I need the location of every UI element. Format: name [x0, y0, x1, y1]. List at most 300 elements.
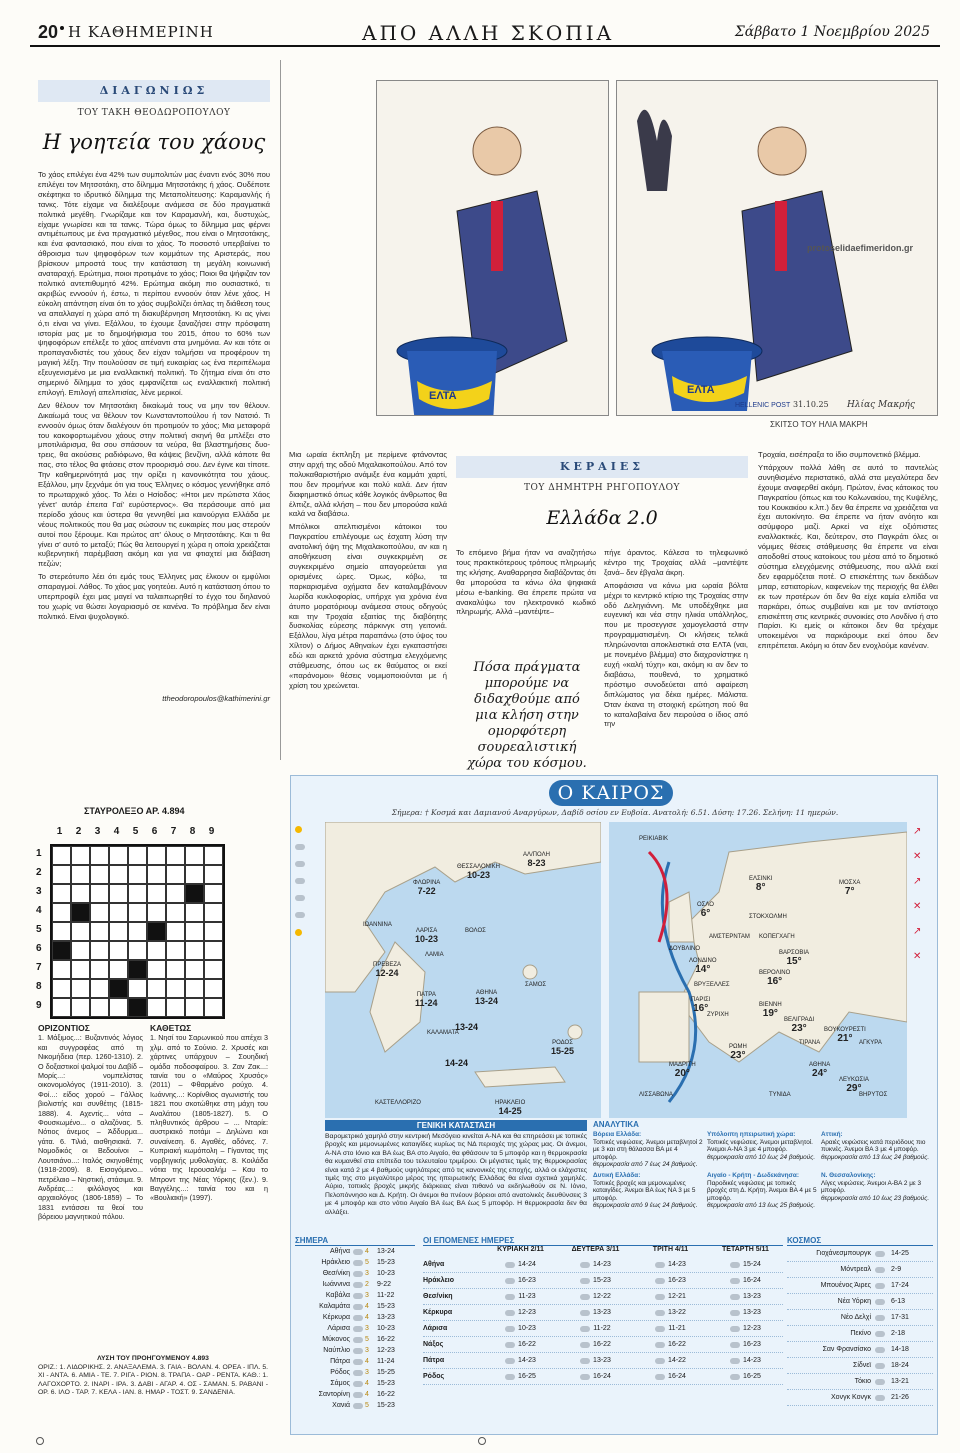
col-number: 4: [113, 826, 120, 837]
crossword-cell[interactable]: [204, 979, 223, 998]
row-number: 7: [36, 962, 42, 973]
map-city-label: [375, 1100, 421, 1106]
crossword-cell[interactable]: [90, 998, 109, 1017]
crossword-cell[interactable]: [128, 903, 147, 922]
crossword-cell[interactable]: [185, 979, 204, 998]
city-name: ΠΑΡΙΣΙ: [691, 997, 711, 1003]
cloud-icon: [580, 1342, 590, 1348]
region-name: Αττική:: [821, 1131, 843, 1138]
crossword-cell[interactable]: [109, 922, 128, 941]
forecast-cell: [558, 1261, 633, 1268]
map-city-label: [749, 914, 787, 920]
temp-range: 16-22: [377, 1391, 395, 1398]
crossword-cell[interactable]: [166, 998, 185, 1017]
city-name: ΚΑΣΤΕΛΛΟΡΙΖΟ: [375, 1100, 421, 1106]
table-row: [787, 1358, 933, 1374]
table-row: [295, 1290, 415, 1301]
forecast-cell: [708, 1261, 783, 1268]
crossword-cell[interactable]: [185, 941, 204, 960]
forecast-cell: [633, 1357, 708, 1364]
city-name: ΚΑΛΑΜΑΤΑ: [427, 1030, 459, 1036]
map-city-label: [709, 934, 750, 940]
crossword-cell[interactable]: [166, 846, 185, 865]
crossword-cell[interactable]: [204, 846, 223, 865]
crossword-cell[interactable]: [204, 884, 223, 903]
cartoon-drawing: [377, 81, 609, 416]
map-city-label: [749, 876, 772, 893]
cloud-icon: [875, 1363, 885, 1369]
section-title: ΑΠΟ ΑΛΛΗ ΣΚΟΠΙΑ: [362, 21, 615, 45]
wind-force: 3: [365, 1369, 369, 1376]
table-row: [295, 1268, 415, 1279]
region-temp: θερμοκρασία από 7 έως 24 βαθμούς.: [593, 1161, 698, 1169]
col-number: 1: [56, 826, 63, 837]
cloud-icon: [580, 1310, 590, 1316]
next-title: ΟΙ ΕΠΟΜΕΝΕΣ ΗΜΕΡΕΣ: [423, 1236, 783, 1246]
city-name: ΤΥΝΙΔΑ: [769, 1092, 791, 1098]
cloud-icon: [353, 1381, 363, 1387]
crossword-cell[interactable]: [128, 846, 147, 865]
region-block: [593, 1131, 703, 1169]
city-name: Χανιά: [332, 1402, 350, 1409]
cloud-icon: [730, 1342, 740, 1348]
row-number: 9: [36, 1000, 42, 1011]
crossword-cell[interactable]: [128, 979, 147, 998]
cloud-icon: [353, 1403, 363, 1409]
crossword-cell[interactable]: [185, 960, 204, 979]
crossword-cell[interactable]: [109, 884, 128, 903]
newspaper-name: Η ΚΑΘΗΜΕΡΙΝΗ: [68, 23, 214, 41]
city-temp: 14°: [695, 964, 711, 975]
crossword-cell[interactable]: [52, 865, 71, 884]
temp-range: 16-25: [518, 1373, 536, 1380]
table-row: [787, 1374, 933, 1390]
crossword-cell[interactable]: [166, 941, 185, 960]
crossword-title: ΣΤΑΥΡΟΛΕΞΟ ΑΡ. 4.894: [84, 806, 185, 816]
crossword-cell[interactable]: [185, 903, 204, 922]
map-city-label: [475, 990, 498, 1006]
city-temp: 15-25: [551, 1046, 575, 1056]
temp-range: 6-13: [891, 1298, 906, 1305]
crossword-cell[interactable]: [204, 998, 223, 1017]
crossword-cell[interactable]: [147, 903, 166, 922]
cloud-icon: [505, 1342, 515, 1348]
crossword-cell[interactable]: [128, 998, 147, 1017]
crossword-cell[interactable]: [204, 960, 223, 979]
city-temp: 15°: [786, 956, 802, 967]
cloud-icon: [875, 1299, 885, 1305]
crossword-cell[interactable]: [71, 941, 90, 960]
next-days-header: [423, 1246, 783, 1257]
crossword-cell[interactable]: [128, 922, 147, 941]
forecast-cell: [483, 1341, 558, 1348]
across-title: ΟΡΙΖΟΝΤΙΟΣ: [38, 1024, 90, 1033]
col-number: 7: [170, 826, 177, 837]
crossword-cell[interactable]: [52, 998, 71, 1017]
city-name: Ρόδος: [423, 1373, 445, 1380]
city-name: Ναύπλιο: [323, 1347, 350, 1354]
crossword-cell[interactable]: [166, 865, 185, 884]
solution-title: ΛΥΣΗ ΤΟΥ ΠΡΟΗΓΟΥΜΕΝΟΥ 4.893: [97, 1355, 209, 1362]
cloud-icon: [580, 1358, 590, 1364]
temp-range: 11-24: [377, 1358, 395, 1365]
forecast-cell: [633, 1341, 708, 1348]
crossword-cell[interactable]: [71, 960, 90, 979]
city-temp: 13-24: [475, 996, 499, 1006]
table-row: [295, 1257, 415, 1268]
map-city-label: [639, 1092, 673, 1098]
kerai-header: [456, 456, 748, 529]
crossword-grid[interactable]: [50, 844, 225, 1019]
region-temp: θερμοκρασία από 10 έως 24 βαθμούς.: [707, 1153, 816, 1161]
temp-range: 12-23: [377, 1347, 395, 1354]
separator-dot: [60, 26, 64, 30]
crossword-cell[interactable]: [52, 979, 71, 998]
crossword-cell[interactable]: [109, 960, 128, 979]
across-clues: 1. Μάξιμος...: Βυζαντινός λόγιος και συγγραφέας από τη Νικομήδεια (περ. 1260-1310). 2. Ο δοξαστικοί ψαλμοί του Δαβίδ – Μορίς...: νομπελίστας οικονομολόγος (1911-2010). 3. Φοί...: είδος χορού – Γάλλος βιολιστής και συνθέτης (1815-1888). 4. Αχεντίς... νότα – Φουσκωμένο... ο αλαζόνας. 5. Νότιος άνεμος – Άδδυρμα... γάτα. 6. Τιλιά, αισθησιακά. 7. Νομοδικός οι Βεδουίνοι – Λουτσιάνο...: Ιταλός σκηνοθέτης (1918-2009). 8. Εισογόμενο... πετρέλαιο – Νηστική, στάσιμα. 9. Ανδρέας...: φιλόλογος και αρχαιολόγος (1806-1859) – Το 1831 εντάσσει τα θεοί του βόρειου μαγνητικού πόλου.: [38, 1033, 143, 1222]
forecast-cell: [558, 1277, 633, 1284]
map-city-label: [525, 982, 546, 988]
crossword-cell[interactable]: [204, 903, 223, 922]
city-name: Θεσ/νίκη: [322, 1270, 350, 1277]
city-temp: 23°: [730, 1050, 746, 1061]
crossword-cell[interactable]: [204, 865, 223, 884]
temp-range: 13-23: [743, 1309, 761, 1316]
regions-grid: [593, 1131, 933, 1210]
city-name: ΖΥΡΙΧΗ: [707, 1012, 729, 1018]
city-name: ΔΟΥΒΛΙΝΟ: [669, 946, 701, 952]
city-name: ΑΛ/ΠΟΛΗ: [523, 852, 550, 858]
cloud-icon: [353, 1271, 363, 1277]
today-title: ΣΗΜΕΡΑ: [295, 1236, 415, 1246]
region-text: Τοπικές νεφώσεις. Άνεμοι μεταβλητοί. Άνεμοι Α-ΝΑ 3 με 4 μποφόρ.: [707, 1138, 813, 1154]
crossword-cell[interactable]: [52, 903, 71, 922]
row-number: 8: [36, 981, 42, 992]
crossword-cell[interactable]: [147, 884, 166, 903]
table-row: [787, 1246, 933, 1262]
temp-range: 2-9: [891, 1266, 902, 1273]
header-rule: [30, 45, 940, 47]
city-temp: 7°: [844, 886, 855, 897]
crossword-cell[interactable]: [90, 865, 109, 884]
table-row: [295, 1345, 415, 1356]
day-header: ΔΕΥΤΕΡΑ 3/11: [571, 1246, 620, 1253]
map-city-label: [784, 1017, 814, 1034]
city-name: Νάξος: [423, 1341, 444, 1348]
row-number: 5: [36, 924, 42, 935]
forecast-cell: [558, 1373, 633, 1380]
forecast-cell: [708, 1373, 783, 1380]
cloud-icon: [295, 861, 305, 867]
crossword-cell[interactable]: [147, 846, 166, 865]
hat-sublabel: HELLENIC POST: [735, 402, 791, 409]
crossword-cell[interactable]: [128, 884, 147, 903]
table-row: [295, 1334, 415, 1345]
col-number: 2: [75, 826, 82, 837]
temp-range: 14-18: [891, 1346, 909, 1353]
sun-icon: [295, 826, 302, 833]
temp-range: 13-21: [891, 1378, 909, 1385]
crossword-cell[interactable]: [185, 922, 204, 941]
temp-range: 21-26: [891, 1394, 909, 1401]
crossword-cell[interactable]: [52, 960, 71, 979]
temp-range: 12-22: [593, 1293, 611, 1300]
crossword-cell[interactable]: [185, 865, 204, 884]
map-city-label: [495, 1100, 525, 1116]
cartoon-panel-1: [376, 80, 609, 416]
city-name: ΜΟΣΧΑ: [839, 880, 861, 886]
table-row: [295, 1279, 415, 1290]
crossword-cell[interactable]: [147, 998, 166, 1017]
city-name: ΒΙΕΝΝΗ: [759, 1002, 782, 1008]
crossword-cell[interactable]: [204, 922, 223, 941]
city-name: Λάρισα: [423, 1325, 448, 1332]
next-days-rows: [423, 1246, 783, 1385]
temp-range: 16-23: [743, 1341, 761, 1348]
forecast-cell: [483, 1309, 558, 1316]
temp-range: 16-24: [743, 1277, 761, 1284]
cross-icon: ✕: [913, 951, 922, 962]
crossword-cell[interactable]: [90, 979, 109, 998]
cloud-icon: [505, 1310, 515, 1316]
crossword-cell[interactable]: [204, 941, 223, 960]
crossword-cell[interactable]: [71, 903, 90, 922]
crossword-cell[interactable]: [71, 865, 90, 884]
temp-range: 14-23: [743, 1357, 761, 1364]
crossword-cell[interactable]: [109, 846, 128, 865]
city-name: ΗΡΑΚΛΕΙΟ: [495, 1100, 526, 1106]
map-city-label: [809, 1062, 830, 1079]
temp-range: 10-23: [518, 1325, 536, 1332]
crossword-cell[interactable]: [90, 884, 109, 903]
down-title: ΚΑΘΕΤΩΣ: [150, 1024, 192, 1033]
crossword-down: [150, 1024, 268, 1324]
table-row: [423, 1257, 783, 1273]
table-row: [787, 1310, 933, 1326]
map-city-label: [373, 962, 401, 978]
crossword-across: [38, 1024, 143, 1324]
city-name: Γιοχάνεσμπουργκ: [816, 1250, 871, 1257]
forecast-cell: [483, 1293, 558, 1300]
hat-label: ΕΛΤΑ: [687, 384, 715, 396]
map-city-label: [839, 880, 860, 897]
city-temp: 8-23: [527, 858, 546, 868]
cloud-icon: [875, 1315, 885, 1321]
table-row: [423, 1369, 783, 1385]
cloud-icon: [655, 1294, 665, 1300]
city-name: ΠΑΤΡΑ: [416, 992, 436, 998]
temp-range: 12-23: [518, 1309, 536, 1316]
cloud-icon: [505, 1358, 515, 1364]
crossword-cell[interactable]: [166, 979, 185, 998]
temp-range: 10-23: [377, 1325, 395, 1332]
spacer: [423, 1246, 483, 1257]
day-header: ΤΕΤΑΡΤΗ 5/11: [722, 1246, 769, 1253]
city-name: ΡΟΔΟΣ: [552, 1040, 573, 1046]
city-name: ΛΑΜΙΑ: [425, 952, 444, 958]
crossword-cell[interactable]: [71, 922, 90, 941]
map-city-label: [457, 864, 500, 880]
page-number: 20: [38, 22, 59, 42]
region-name: Δυτική Ελλάδα:: [593, 1171, 641, 1179]
cloud-icon: [505, 1294, 515, 1300]
cloud-icon: [875, 1395, 885, 1401]
wind-arrow-icon: ↗: [913, 926, 922, 937]
crossword-cell[interactable]: [166, 903, 185, 922]
city-name: ΒΡΥΞΕΛΛΕΣ: [694, 982, 730, 988]
crossword-cell[interactable]: [52, 922, 71, 941]
byline: ΤΟΥ ΤΑΚΗ ΘΕΟΔΩΡΟΠΟΥΛΟΥ: [77, 108, 231, 118]
cloud-icon: [730, 1358, 740, 1364]
article-column-mid: Το επόμενο βήμα ήταν να αναζητήσω τους πρακτικότερους τρόπους πληρωμής της κλήσης. Αναθαρρησα διαβάζοντας ότι θα μπορούσα τα κάνω όλα ψηφιακά μέσω e-banking. Θα έπρεπε πρώτα να ανακαλύψω τον ηλεκτρονικό κωδικό πληρωμής. Αλλά –μαντέψτε–: [456, 548, 596, 617]
crossword-cell[interactable]: [185, 884, 204, 903]
temp-range: 13-23: [743, 1293, 761, 1300]
crossword-cell[interactable]: [52, 941, 71, 960]
crossword-cell[interactable]: [185, 846, 204, 865]
crossword-cell[interactable]: [71, 884, 90, 903]
paragraph: Δεν θέλουν τον Μητσοτάκη δικαίωμά τους να μην τον θέλουν. Δικαίωμά τους να θέλουν τον Κωνσταντοπούλου ή τον Νατσιό. Τι εννοούν όμως όταν διαλέγουν ότι προτιμούν το χάος; Μια μεταφορά του κακοφορτωμένου χάους στην πολιτική σκηνή θα μπλέξει στο μποτιλιάρισμα, θα σου σπάσουν τα νεύρα, θα βλαστημήσεις δυο-τρεις, θα ακούσεις ραδιόφωνο, θα κάψεις βενζίνη, αλλά κάποτε θα πας, στο τέλος θα φτάσεις στον προορισμό σου. Δεν έγινε και τίποτε. Την καθημερινότητά μας την ορίζει η κανονικότητα του χάους. Εξάλλου, μην ξεχνάμε ότι για τους Έλληνες ο κόσμος γεννήθηκε από το πρωταρχικό χάος. Το λέει ο Ησίοδος: «Ητοι μεν πρώτιστα Χάος γένετ' αυτάρ έπειτα Γαί' ευρύστερνος». Θα περάσουμε από μια περίοδο χάους και ύστερα θα γεννηθεί μια καινούργια Ελλάδα με νέους πολιτικούς που θα μας σώσουν τις ευκαιρίες που μας στερούν αυτοί που ξέρουμε. Και πρώτος απ' όλους ο Μητσοτάκης. Και τι θα γίνει σ' αυτό το μεταξύ; Πώς θα λειτουργεί η χώρα η οποία χρειάζεται κυβερνητική παρέμβαση ακόμη και για να φτιαχτεί μια διάβαση πεζών;: [38, 400, 270, 569]
city-temp: 12-24: [375, 968, 399, 978]
cross-icon: ✕: [913, 901, 922, 912]
city-name: ΑΘΗΝΑ: [475, 990, 498, 996]
crossword-cell[interactable]: [147, 979, 166, 998]
city-name: ΣΑΜΟΣ: [525, 982, 547, 988]
map-city-label: [759, 970, 790, 987]
forecast-cell: [483, 1373, 558, 1380]
crossword-cell[interactable]: [109, 998, 128, 1017]
crossword-cell[interactable]: [147, 922, 166, 941]
crossword-cell[interactable]: [52, 884, 71, 903]
world-rows: [787, 1246, 933, 1406]
temp-range: 16-22: [518, 1341, 536, 1348]
city-name: ΛΟΝΔΙΝΟ: [689, 958, 717, 964]
cloud-icon: [580, 1278, 590, 1284]
crossword-cell[interactable]: [128, 865, 147, 884]
wind-force: 4: [365, 1303, 369, 1310]
temp-range: 16-24: [668, 1373, 686, 1380]
region-block: [707, 1131, 817, 1169]
region-name: Βόρεια Ελλάδα:: [593, 1131, 642, 1138]
col-number: 9: [208, 826, 215, 837]
city-name: ΑΘΗΝΑ: [809, 1062, 831, 1068]
author-email: ttheodoropoulos@kathimerini.gr: [162, 694, 270, 703]
crossword-cell[interactable]: [166, 960, 185, 979]
city-name: Αθήνα: [329, 1248, 350, 1255]
crossword-cell[interactable]: [109, 903, 128, 922]
cloud-icon: [505, 1326, 515, 1332]
issue-date: Σάββατο 1 Νοεμβρίου 2025: [734, 24, 930, 40]
wind-force: 5: [365, 1402, 369, 1409]
paragraph: Το στερεότυπο λέει ότι εμάς τους Έλληνες μας έλκουν οι εμφύλιοι σπαραγμοί. Λάθος. Το χάος μας γοητεύει. Αυτό η κατάσταση όπου το υπερπροφίλ έχει μας μαγεί να ταλαιπωρηθεί το έγχο του διηλανού του χωρίς να θώσει λογαριασμό σε κανένα. Το πρόβλημα δεν είναι πολιτικό. Είναι ψυχολογικό.: [38, 572, 270, 621]
crossword-cell[interactable]: [166, 922, 185, 941]
city-temp: 16°: [767, 976, 783, 987]
forecast-cell: [633, 1309, 708, 1316]
temp-range: 11-21: [668, 1325, 686, 1332]
crossword-cell[interactable]: [52, 846, 71, 865]
sun-icon: [295, 929, 302, 936]
crossword-cell[interactable]: [166, 884, 185, 903]
wind-force: 2: [365, 1281, 369, 1288]
city-name: ΛΕΥΚΩΣΙΑ: [839, 1077, 869, 1083]
crossword-cell[interactable]: [71, 846, 90, 865]
col-number: 8: [189, 826, 196, 837]
crossword-cell[interactable]: [147, 865, 166, 884]
crossword-cell[interactable]: [90, 903, 109, 922]
crossword-cell[interactable]: [128, 941, 147, 960]
temp-range: 11-22: [377, 1292, 395, 1299]
pull-quote: Πόσα πράγματα μπορούμε να διδαχθούμε από μια κλήση στην ομορφότερη σουρεαλιστική χώρα του κόσμου.: [467, 660, 587, 771]
crossword-cell[interactable]: [109, 865, 128, 884]
cloud-icon: [730, 1262, 740, 1268]
temp-range: 18-24: [891, 1362, 909, 1369]
crossword-cell[interactable]: [71, 979, 90, 998]
crossword-cell[interactable]: [90, 960, 109, 979]
map-city-label: [363, 922, 392, 928]
city-name: ΜΑΔΡΙΤΗ: [669, 1062, 696, 1068]
hat-label: ΕΛΤΑ: [429, 390, 457, 402]
temp-range: 14-23: [593, 1261, 611, 1268]
cartoon-date: 31.10.25: [793, 400, 829, 409]
region-name: Υπόλοιπη ηπειρωτική χώρα:: [707, 1131, 796, 1138]
europe-map: [609, 822, 907, 1118]
cloud-icon: [353, 1304, 363, 1310]
crossword-cell[interactable]: [128, 960, 147, 979]
map-temp: 14-24: [445, 1058, 469, 1068]
table-row: [295, 1246, 415, 1257]
city-name: Μόντρεαλ: [840, 1266, 871, 1273]
forecast-cell: [708, 1309, 783, 1316]
table-row: [423, 1353, 783, 1369]
city-name: Καβάλα: [325, 1292, 350, 1299]
city-temp: 14-25: [498, 1106, 522, 1116]
general-title: ΓΕΝΙΚΗ ΚΑΤΑΣΤΑΣΗ: [325, 1120, 587, 1131]
crossword-cell[interactable]: [90, 941, 109, 960]
forecast-cell: [483, 1325, 558, 1332]
crossword-cell[interactable]: [90, 922, 109, 941]
temp-range: 16-25: [743, 1373, 761, 1380]
crossword-cell[interactable]: [71, 998, 90, 1017]
wind-force: 5: [365, 1259, 369, 1266]
city-name: ΡΩΜΗ: [729, 1044, 747, 1050]
crossword-cell[interactable]: [185, 998, 204, 1017]
crossword-cell[interactable]: [109, 941, 128, 960]
table-row: [787, 1278, 933, 1294]
article-column-left: [289, 450, 447, 762]
forecast-cell: [633, 1293, 708, 1300]
temp-range: 12-23: [743, 1325, 761, 1332]
crossword-cell[interactable]: [109, 979, 128, 998]
temp-range: 9-22: [377, 1281, 392, 1288]
general-text: Βαρομετρικό χαμηλό στην κεντρική Μεσόγειο κινείται Α-ΝΑ και θα επηρεάσει με τοπικές βροχές και μεμονωμένες καταιγίδες κυρίως τις ΝΔ περιοχές της χώρας μας. Οι άνεμοι, Α-ΝΑ στο Ιόνιο και ΒΑ έως ΒΑ στο Αιγαίο, θα φθάσουν τα 5 μποφόρ και η θερμοκρασία θα κυμανθεί στα επίπεδα του τελευταίου τριμέρου. Οι μέγιστες τιμές της θερμοκρασίας είναι κατά 2 με 4 βαθμούς υψηλότερες από τις κανονικές της εποχής, αλλά οι ελάχιστες τιμές της στο μεγαλύτερο μέρος της ηπειρωτικής Ελλάδας θα είναι σχετικά χαμηλές. Αύριο, τοπικές βροχές μικρής διάρκειας είναι πιθανό να εκδηλωθούν σε Ν. Ιόνιο, Πελοπόννησο και Δ. Κρήτη. Οι άνεμοι θα πνέουν βόρειοι από ανατολικές διευθύνσεις 3 με 4 μποφόρ και στο νότιο Αιγαίο ΒΑ έως ΒΑ έως 5 μποφόρ. Η θερμοκρασία δεν θα αλλάξει.: [325, 1133, 587, 1216]
wind-force: 4: [365, 1391, 369, 1398]
next-days-table: [423, 1236, 783, 1385]
city-name: Τόκιο: [854, 1378, 871, 1385]
city-name: Ηράκλειο: [423, 1277, 455, 1284]
wind-force: 4: [365, 1314, 369, 1321]
cloud-icon: [655, 1374, 665, 1380]
forecast-cell: [483, 1357, 558, 1364]
crossword-cell[interactable]: [147, 960, 166, 979]
cloud-icon: [655, 1310, 665, 1316]
map-city-label: [415, 928, 438, 944]
city-name: Νέο Δελχί: [840, 1314, 871, 1321]
city-name: ΠΡΕΒΕΖΑ: [373, 962, 402, 968]
crossword-cell[interactable]: [147, 941, 166, 960]
crossword-cell[interactable]: [90, 846, 109, 865]
city-temp: 8°: [755, 882, 766, 893]
cloud-icon: [875, 1267, 885, 1273]
forecast-cell: [708, 1325, 783, 1332]
